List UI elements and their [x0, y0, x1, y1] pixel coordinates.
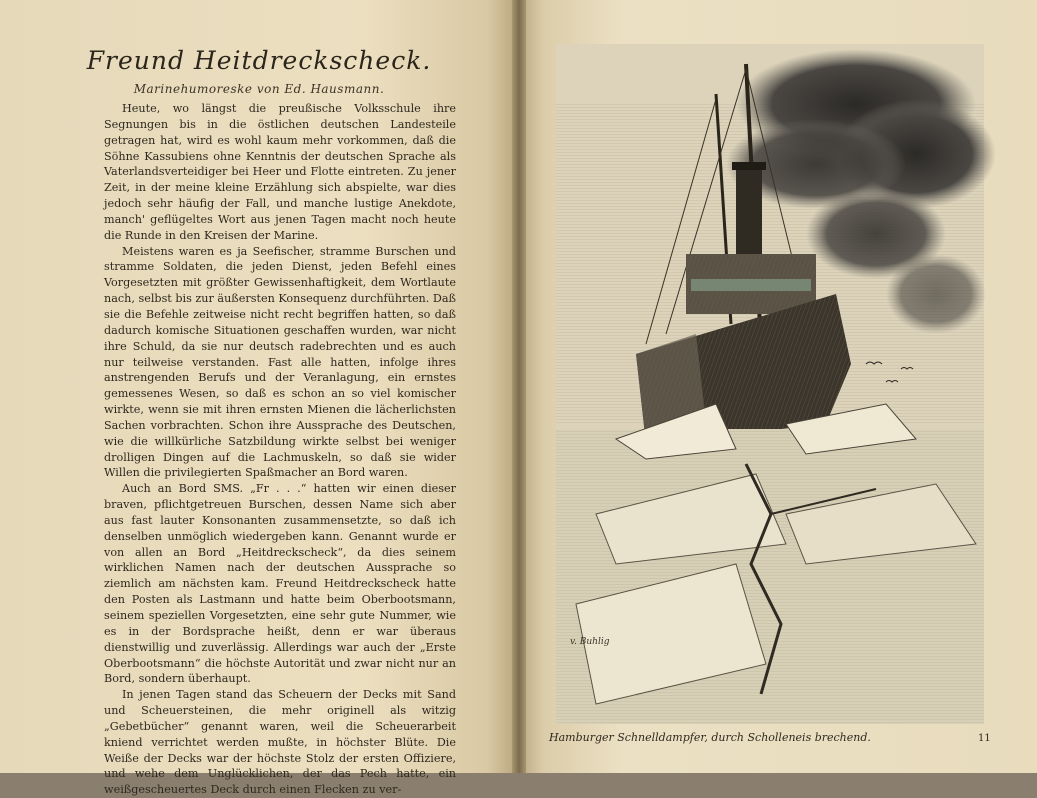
- article-subtitle: Marinehumoreske von Ed. Hausmann.: [133, 82, 385, 96]
- left-page: [0, 0, 518, 797]
- paragraph-4: In jenen Tagen stand das Scheuern der Decks mit Sand und Scheuersteinen, die mehr originell als witzig „Gebetbücher“ genannt waren, weil die Scheuerarbeit kniend verrichtet werden mußte, in höchster Blüte. Die Weiße der Decks war der höchste Stolz der ersten Offiziere, und wehe dem Unglücklichen, der das Pech hatte, ein weißgescheuertes Deck durch einen Flecken zu ver-: [104, 688, 456, 797]
- book-gutter: [512, 0, 526, 773]
- article-body: [104, 101, 456, 798]
- illustration-caption: Hamburger Schnelldampfer, durch Scholleneis brechend.: [549, 731, 871, 744]
- paragraph-3: Auch an Bord SMS. „Fr . . .“ hatten wir einen dieser braven, pflichtgetreuen Burschen, dessen Name sich aber aus fast lauter Konsonanten zusammensetzte, so daß ich denselben unmöglich wiedergeben kann. Genannt wurde er von allen an Bord „Heitdreckscheck“, da dies seinem wirklichen Namen nach der deutschen Aussprache so ziemlich am nächsten kam. Freund Heitdreckscheck hatte den Posten als Lastmann und hatte beim Oberbootsmann, seinem speziellen Vorgesetzten, eine sehr gute Nummer, wie es in der Bordsprache heißt, denn er war überaus dienstwillig und zuverlässig. Allerdings war auch der „Erste Oberbootsmann“ die höchste Autorität und zwar nicht nur an Bord, sondern überhaupt.: [104, 482, 456, 686]
- artist-signature: v. Buhlig: [570, 637, 610, 647]
- page-number: 11: [978, 733, 991, 744]
- steamship-in-ice-engraving: [556, 44, 984, 724]
- paragraph-2: Meistens waren es ja Seefischer, stramme Burschen und stramme Soldaten, die jeden Dienst, jeden Befehl eines Vorgesetzten mit größter Gewissenhaftigkeit, dem Wortlaute nach, selbst bis zur äußersten Konsequenz durchführten. Daß sie die Befehle zeitweise nicht recht begriffen hatten, so daß dadurch komische Situationen geschaffen wurden, war nicht ihre Schuld, da sie nur deutsch radebrechten und es auch nur teilweise verstanden. Fast alle hatten, infolge ihres anstrengenden Berufs und der Veranlagung, ein ernstes gemessenes Wesen, so daß es schon an so viel komischer wirkte, wenn sie mit ihren ernsten Mienen die lächerlichsten Sachen vorbrachten. Schon ihre Aussprache des Deutschen, wie die willkürliche Satzbildung wirkte selbst bei weniger drolligen Dingen auf die Lachmuskeln, so daß sie wider Willen die privilegierten Spaßmacher an Bord waren.: [104, 244, 456, 480]
- article-title: Freund Heitdreckscheck.: [86, 46, 432, 75]
- paragraph-1: Heute, wo längst die preußische Volksschule ihre Segnungen bis in die östlichen deutschen Landesteile getragen hat, wird es wohl kaum mehr vorkommen, daß die Söhne Kassubiens ohne Kenntnis der deutschen Sprache als Vaterlandsverteidiger bei Heer und Flotte eintreten. Zu jener Zeit, in der meine kleine Erzählung sich abspielte, war dies jedoch sehr häufig der Fall, und manche lustige Anekdote, manch' geflügeltes Wort aus jenen Tagen macht noch heute die Runde in den Kreisen der Marine.: [104, 102, 456, 242]
